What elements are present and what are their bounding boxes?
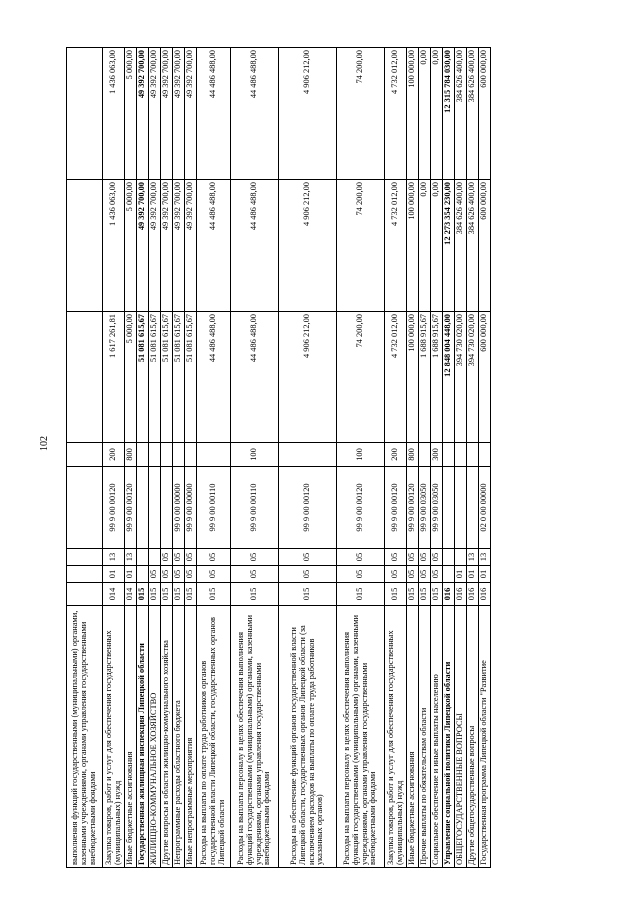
subsection-cell: 05 bbox=[185, 549, 197, 566]
amount-year-2-cell: 384 626 400,00 bbox=[455, 180, 467, 312]
target-article-cell bbox=[467, 467, 479, 549]
expense-type-cell bbox=[197, 443, 231, 467]
amount-year-2-cell: 600 000,00 bbox=[479, 180, 491, 312]
expense-type-cell: 800 bbox=[125, 443, 137, 467]
row-name-cell: Иные бюджетные ассигнования bbox=[407, 606, 419, 868]
target-article-cell bbox=[67, 467, 103, 549]
section-cell: 01 bbox=[467, 566, 479, 583]
row-name-cell: Расходы на выплаты персоналу в целях обеспечения выполнения функций государственными (муниципальными) органами, казенными учреждениями, органами управления государственными внебюджетными фондами bbox=[231, 606, 279, 868]
table-row bbox=[431, 48, 443, 868]
table-row bbox=[161, 48, 173, 868]
amount-year-3-cell: 600 000,00 bbox=[479, 48, 491, 180]
row-name-cell: Социальное обеспечение и иные выплаты населению bbox=[431, 606, 443, 868]
target-article-cell: 02 0 00 00000 bbox=[479, 467, 491, 549]
subsection-cell: 05 bbox=[197, 549, 231, 566]
table-row bbox=[125, 48, 137, 868]
section-cell: 05 bbox=[197, 566, 231, 583]
amount-year-2-cell: 1 436 063,00 bbox=[103, 180, 125, 312]
amount-year-1-cell: 4 906 212,00 bbox=[279, 312, 337, 443]
amount-year-1-cell: 1 617 261,81 bbox=[103, 312, 125, 443]
amount-year-3-cell: 384 626 400,00 bbox=[455, 48, 467, 180]
section-cell: 01 bbox=[103, 566, 125, 583]
target-article-cell: 99 9 00 03050 bbox=[431, 467, 443, 549]
amount-year-3-cell: 1 436 063,00 bbox=[103, 48, 125, 180]
table-row bbox=[231, 48, 279, 868]
expense-type-cell bbox=[279, 443, 337, 467]
section-cell bbox=[137, 566, 149, 583]
expense-type-cell bbox=[137, 443, 149, 467]
amount-year-2-cell: 5 000,00 bbox=[125, 180, 137, 312]
amount-year-3-cell: 384 626 400,00 bbox=[467, 48, 479, 180]
expense-type-cell: 800 bbox=[407, 443, 419, 467]
row-name-cell: Иные непрограммные мероприятия bbox=[185, 606, 197, 868]
table-row bbox=[407, 48, 419, 868]
section-cell: 05 bbox=[407, 566, 419, 583]
amount-year-3-cell: 0,00 bbox=[419, 48, 431, 180]
subsection-cell: 13 bbox=[125, 549, 137, 566]
row-name-cell: Закупка товаров, работ и услуг для обеспечения государственных (муниципальных) нужд bbox=[385, 606, 407, 868]
amount-year-3-cell: 74 200,00 bbox=[337, 48, 385, 180]
row-name-cell: выполнения функций государственными (муниципальными) органами, казенными учреждениями, органами управления государственными внебюджетными фондами bbox=[67, 606, 103, 868]
ministry-code-cell: 015 bbox=[161, 583, 173, 606]
amount-year-3-cell: 44 486 488,00 bbox=[231, 48, 279, 180]
ministry-code-cell: 015 bbox=[431, 583, 443, 606]
amount-year-1-cell: 12 848 004 448,00 bbox=[443, 312, 455, 443]
subsection-cell: 05 bbox=[407, 549, 419, 566]
ministry-code-cell: 015 bbox=[385, 583, 407, 606]
table-row bbox=[197, 48, 231, 868]
subsection-cell: 13 bbox=[479, 549, 491, 566]
amount-year-1-cell: 44 486 488,00 bbox=[197, 312, 231, 443]
ministry-code-cell: 014 bbox=[103, 583, 125, 606]
amount-year-1-cell: 74 200,00 bbox=[337, 312, 385, 443]
ministry-code-cell: 015 bbox=[337, 583, 385, 606]
ministry-code-cell: 016 bbox=[455, 583, 467, 606]
expense-type-cell: 100 bbox=[231, 443, 279, 467]
ministry-code-cell: 015 bbox=[137, 583, 149, 606]
amount-year-2-cell: 49 392 700,00 bbox=[173, 180, 185, 312]
amount-year-3-cell: 44 486 488,00 bbox=[197, 48, 231, 180]
ministry-code-cell: 015 bbox=[197, 583, 231, 606]
subsection-cell bbox=[149, 549, 161, 566]
amount-year-1-cell: 51 081 615,67 bbox=[137, 312, 149, 443]
table-row bbox=[443, 48, 455, 868]
amount-year-2-cell: 49 392 700,00 bbox=[149, 180, 161, 312]
target-article-cell: 99 9 00 00120 bbox=[125, 467, 137, 549]
expense-type-cell bbox=[173, 443, 185, 467]
amount-year-2-cell: 44 486 488,00 bbox=[197, 180, 231, 312]
amount-year-1-cell: 394 730 020,00 bbox=[467, 312, 479, 443]
budget-table bbox=[66, 47, 491, 868]
expense-type-cell: 300 bbox=[431, 443, 443, 467]
target-article-cell: 99 9 00 00120 bbox=[337, 467, 385, 549]
amount-year-3-cell: 49 392 700,00 bbox=[161, 48, 173, 180]
target-article-cell: 99 9 00 00110 bbox=[197, 467, 231, 549]
expense-type-cell bbox=[67, 443, 103, 467]
subsection-cell: 05 bbox=[173, 549, 185, 566]
amount-year-3-cell: 0,00 bbox=[431, 48, 443, 180]
table-row bbox=[455, 48, 467, 868]
ministry-code-cell: 016 bbox=[443, 583, 455, 606]
ministry-code-cell: 015 bbox=[185, 583, 197, 606]
row-name-cell: Расходы на обеспечение функций органов государственной власти Липецкой области, государственных органов Липецкой области (за исключением расходов на выплаты по оплате труда работников указанных органов) bbox=[279, 606, 337, 868]
section-cell: 01 bbox=[455, 566, 467, 583]
amount-year-2-cell: 4 732 012,00 bbox=[385, 180, 407, 312]
amount-year-2-cell: 49 392 700,00 bbox=[137, 180, 149, 312]
section-cell: 05 bbox=[431, 566, 443, 583]
amount-year-1-cell: 51 081 615,67 bbox=[149, 312, 161, 443]
expense-type-cell bbox=[479, 443, 491, 467]
rotated-page bbox=[66, 48, 606, 868]
ministry-code-cell: 015 bbox=[173, 583, 185, 606]
expense-type-cell bbox=[161, 443, 173, 467]
table-row bbox=[419, 48, 431, 868]
section-cell: 05 bbox=[337, 566, 385, 583]
amount-year-3-cell: 4 906 212,00 bbox=[279, 48, 337, 180]
table-row bbox=[385, 48, 407, 868]
ministry-code-cell: 015 bbox=[149, 583, 161, 606]
expense-type-cell bbox=[467, 443, 479, 467]
target-article-cell bbox=[137, 467, 149, 549]
amount-year-1-cell: 100 000,00 bbox=[407, 312, 419, 443]
expense-type-cell: 100 bbox=[337, 443, 385, 467]
target-article-cell: 99 9 00 03050 bbox=[419, 467, 431, 549]
amount-year-3-cell: 49 392 700,00 bbox=[173, 48, 185, 180]
amount-year-3-cell: 4 732 012,00 bbox=[385, 48, 407, 180]
subsection-cell: 05 bbox=[419, 549, 431, 566]
subsection-cell: 05 bbox=[385, 549, 407, 566]
row-name-cell: Расходы на выплаты по оплате труда работников органов государственной власти Липецкой области, государственных органов Липецкой области bbox=[197, 606, 231, 868]
amount-year-2-cell: 12 273 354 230,00 bbox=[443, 180, 455, 312]
expense-type-cell bbox=[455, 443, 467, 467]
amount-year-2-cell: 100 000,00 bbox=[407, 180, 419, 312]
subsection-cell: 05 bbox=[161, 549, 173, 566]
section-cell: 01 bbox=[479, 566, 491, 583]
table-row bbox=[103, 48, 125, 868]
row-name-cell: Другие вопросы в области жилищно-коммунального хозяйства bbox=[161, 606, 173, 868]
amount-year-1-cell: 51 081 615,67 bbox=[185, 312, 197, 443]
row-name-cell: Другие общегосударственные вопросы bbox=[467, 606, 479, 868]
row-name-cell: Государственная жилищная инспекция Липецкой области bbox=[137, 606, 149, 868]
amount-year-1-cell: 51 081 615,67 bbox=[173, 312, 185, 443]
target-article-cell: 99 9 00 00110 bbox=[231, 467, 279, 549]
row-name-cell: Расходы на выплаты персоналу в целях обеспечения выполнения функций государственными (муниципальными) органами, казенными учреждениями, органами управления государственными внебюджетными фондами bbox=[337, 606, 385, 868]
amount-year-1-cell: 600 000,00 bbox=[479, 312, 491, 443]
section-cell: 05 bbox=[173, 566, 185, 583]
amount-year-3-cell: 49 392 700,00 bbox=[185, 48, 197, 180]
amount-year-2-cell: 44 486 488,00 bbox=[231, 180, 279, 312]
row-name-cell: Иные бюджетные ассигнования bbox=[125, 606, 137, 868]
subsection-cell bbox=[137, 549, 149, 566]
page-number: 102 bbox=[39, 436, 50, 451]
amount-year-2-cell: 0,00 bbox=[431, 180, 443, 312]
table-row bbox=[479, 48, 491, 868]
amount-year-1-cell: 5 000,00 bbox=[125, 312, 137, 443]
amount-year-1-cell: 4 732 012,00 bbox=[385, 312, 407, 443]
amount-year-2-cell: 49 392 700,00 bbox=[161, 180, 173, 312]
ministry-code-cell: 016 bbox=[467, 583, 479, 606]
amount-year-2-cell: 0,00 bbox=[419, 180, 431, 312]
expense-type-cell bbox=[185, 443, 197, 467]
amount-year-1-cell: 1 688 915,67 bbox=[431, 312, 443, 443]
row-name-cell: ЖИЛИЩНО-КОММУНАЛЬНОЕ ХОЗЯЙСТВО bbox=[149, 606, 161, 868]
section-cell bbox=[443, 566, 455, 583]
table-row bbox=[279, 48, 337, 868]
amount-year-1-cell: 1 688 915,67 bbox=[419, 312, 431, 443]
target-article-cell: 99 9 00 00120 bbox=[385, 467, 407, 549]
subsection-cell bbox=[443, 549, 455, 566]
section-cell bbox=[67, 566, 103, 583]
subsection-cell bbox=[455, 549, 467, 566]
ministry-code-cell: 015 bbox=[407, 583, 419, 606]
target-article-cell: 99 9 00 00000 bbox=[185, 467, 197, 549]
target-article-cell: 99 0 00 00000 bbox=[173, 467, 185, 549]
amount-year-3-cell: 100 000,00 bbox=[407, 48, 419, 180]
amount-year-3-cell: 49 392 700,00 bbox=[137, 48, 149, 180]
table-row bbox=[337, 48, 385, 868]
expense-type-cell: 200 bbox=[385, 443, 407, 467]
row-name-cell: ОБЩЕГОСУДАРСТВЕННЫЕ ВОПРОСЫ bbox=[455, 606, 467, 868]
subsection-cell: 05 bbox=[337, 549, 385, 566]
section-cell: 05 bbox=[231, 566, 279, 583]
table-row bbox=[185, 48, 197, 868]
subsection-cell: 13 bbox=[103, 549, 125, 566]
section-cell: 05 bbox=[279, 566, 337, 583]
ministry-code-cell: 015 bbox=[279, 583, 337, 606]
ministry-code-cell bbox=[67, 583, 103, 606]
section-cell: 01 bbox=[125, 566, 137, 583]
subsection-cell: 13 bbox=[467, 549, 479, 566]
amount-year-3-cell: 49 392 700,00 bbox=[149, 48, 161, 180]
amount-year-1-cell: 44 486 488,00 bbox=[231, 312, 279, 443]
target-article-cell bbox=[455, 467, 467, 549]
expense-type-cell: 200 bbox=[103, 443, 125, 467]
amount-year-2-cell: 49 392 700,00 bbox=[185, 180, 197, 312]
table-row bbox=[149, 48, 161, 868]
subsection-cell bbox=[67, 549, 103, 566]
target-article-cell: 99 9 00 00120 bbox=[407, 467, 419, 549]
table-row bbox=[67, 48, 103, 868]
ministry-code-cell: 015 bbox=[419, 583, 431, 606]
expense-type-cell bbox=[443, 443, 455, 467]
target-article-cell bbox=[149, 467, 161, 549]
row-name-cell: Прочие выплаты по обязательствам области bbox=[419, 606, 431, 868]
amount-year-2-cell bbox=[67, 180, 103, 312]
amount-year-2-cell: 74 200,00 bbox=[337, 180, 385, 312]
row-name-cell: Управление социальной политики Липецкой области bbox=[443, 606, 455, 868]
target-article-cell bbox=[161, 467, 173, 549]
target-article-cell: 99 9 00 00120 bbox=[279, 467, 337, 549]
subsection-cell: 05 bbox=[231, 549, 279, 566]
amount-year-3-cell: 12 315 784 030,00 bbox=[443, 48, 455, 180]
target-article-cell: 99 9 00 00120 bbox=[103, 467, 125, 549]
section-cell: 05 bbox=[419, 566, 431, 583]
amount-year-2-cell: 4 906 212,00 bbox=[279, 180, 337, 312]
ministry-code-cell: 014 bbox=[125, 583, 137, 606]
target-article-cell bbox=[443, 467, 455, 549]
amount-year-3-cell: 5 000,00 bbox=[125, 48, 137, 180]
row-name-cell: Государственная программа Липецкой области "Развитие bbox=[479, 606, 491, 868]
expense-type-cell bbox=[149, 443, 161, 467]
table-row bbox=[137, 48, 149, 868]
expense-type-cell bbox=[419, 443, 431, 467]
ministry-code-cell: 016 bbox=[479, 583, 491, 606]
amount-year-1-cell: 394 730 020,00 bbox=[455, 312, 467, 443]
section-cell: 05 bbox=[385, 566, 407, 583]
ministry-code-cell: 015 bbox=[231, 583, 279, 606]
section-cell: 05 bbox=[185, 566, 197, 583]
section-cell: 05 bbox=[161, 566, 173, 583]
subsection-cell: 05 bbox=[431, 549, 443, 566]
table-body bbox=[67, 48, 491, 868]
section-cell: 05 bbox=[149, 566, 161, 583]
amount-year-1-cell: 51 081 615,67 bbox=[161, 312, 173, 443]
row-name-cell: Закупка товаров, работ и услуг для обеспечения государственных (муниципальных) нужд bbox=[103, 606, 125, 868]
table-row bbox=[173, 48, 185, 868]
subsection-cell: 05 bbox=[279, 549, 337, 566]
amount-year-1-cell bbox=[67, 312, 103, 443]
table-row bbox=[467, 48, 479, 868]
amount-year-3-cell bbox=[67, 48, 103, 180]
amount-year-2-cell: 384 626 400,00 bbox=[467, 180, 479, 312]
row-name-cell: Непрограммные расходы областного бюджета bbox=[173, 606, 185, 868]
